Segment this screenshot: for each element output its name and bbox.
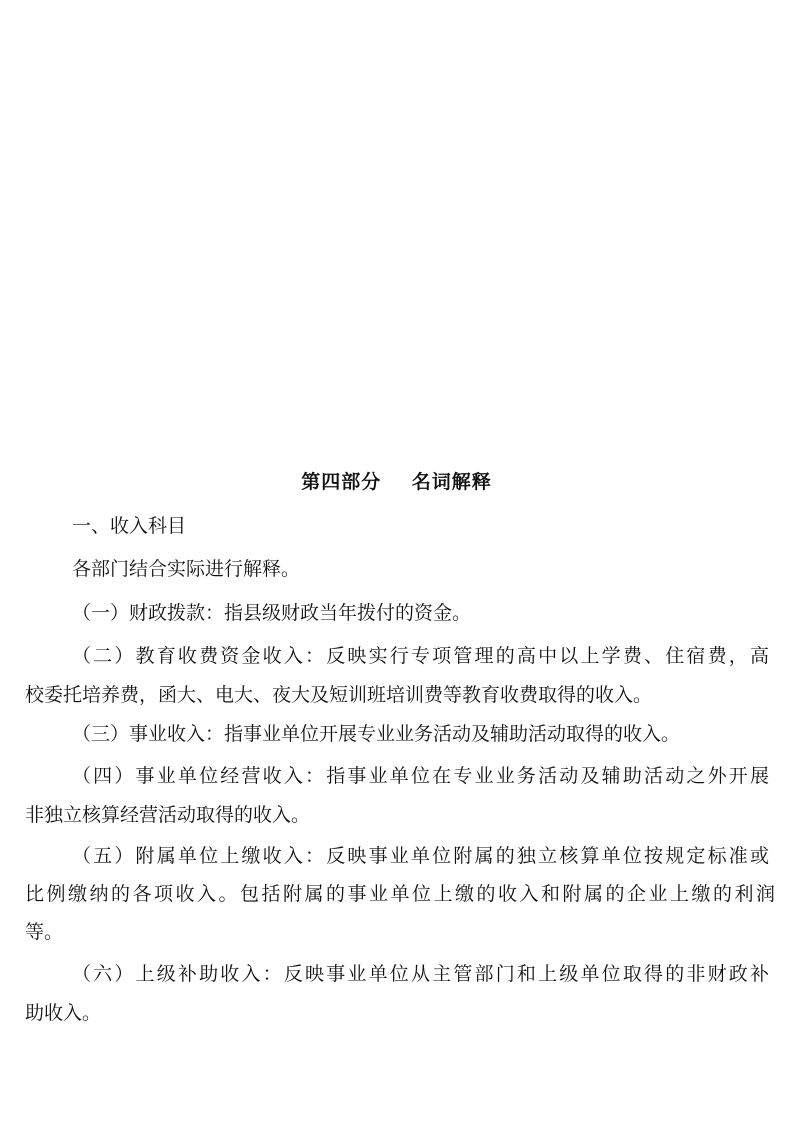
paragraph-line: 等。 [25, 921, 64, 943]
paragraph-line: 比例缴纳的各项收入。包括附属的事业单位上缴的收入和附属的企业上缴的利润 [25, 883, 775, 905]
paragraph-line: （二）教育收费资金收入：反映实行专项管理的高中以上学费、住宿费，高 [72, 645, 769, 667]
paragraph-line: （六）上级补助收入：反映事业单位从主管部门和上级单位取得的非财政补 [72, 963, 769, 985]
paragraph-line: （一）财政拨款：指县级财政当年拨付的资金。 [72, 602, 472, 624]
paragraph-line: 助收入。 [25, 1002, 102, 1024]
paragraph-line: 非独立核算经营活动取得的收入。 [25, 804, 311, 826]
paragraph-line: （四）事业单位经营收入：指事业单位在专业业务活动及辅助活动之外开展 [72, 765, 769, 787]
paragraph-line: （五）附属单位上缴收入：反映事业单位附属的独立核算单位按规定标准或 [72, 845, 769, 867]
section-heading: 一、收入科目 [72, 515, 187, 537]
paragraph-line: 校委托培养费，函大、电大、夜大及短训班培训费等教育收费取得的收入。 [25, 684, 653, 706]
intro-paragraph: 各部门结合实际进行解释。 [72, 558, 301, 580]
page-title: 第四部分 名词解释 [301, 471, 492, 493]
paragraph-line: （三）事业收入：指事业单位开展专业业务活动及辅助活动取得的收入。 [72, 723, 681, 745]
